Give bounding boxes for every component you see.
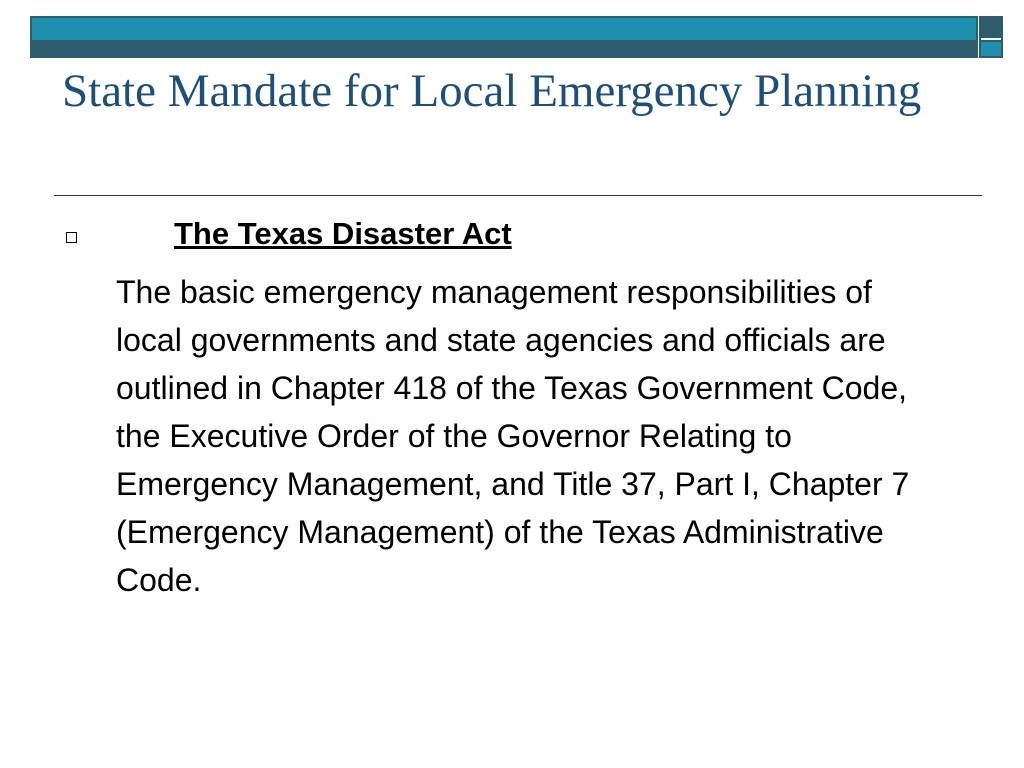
corner-box-upper — [981, 18, 1001, 40]
header-decoration-band — [30, 16, 978, 58]
header-band-lower — [32, 42, 976, 56]
slide-title: State Mandate for Local Emergency Planning — [62, 65, 922, 117]
hollow-square-bullet-icon — [66, 232, 77, 243]
corner-box-lower — [981, 42, 1001, 56]
header-band-upper — [32, 18, 976, 40]
bullet-body-text: The basic emergency management responsibilities of local governments and state agencies and officials are outlined in Chapter 418 of the Texas Government Code, the Executive Order of the Governor Relating to Emergency Management, and Title 37, Part I, Chapter 7 (Emergency Management) of the Texas Administrative Code. — [116, 274, 910, 598]
header-corner-box — [979, 16, 1003, 58]
title-divider — [54, 195, 982, 196]
bullet-heading: The Texas Disaster Act — [174, 216, 512, 251]
